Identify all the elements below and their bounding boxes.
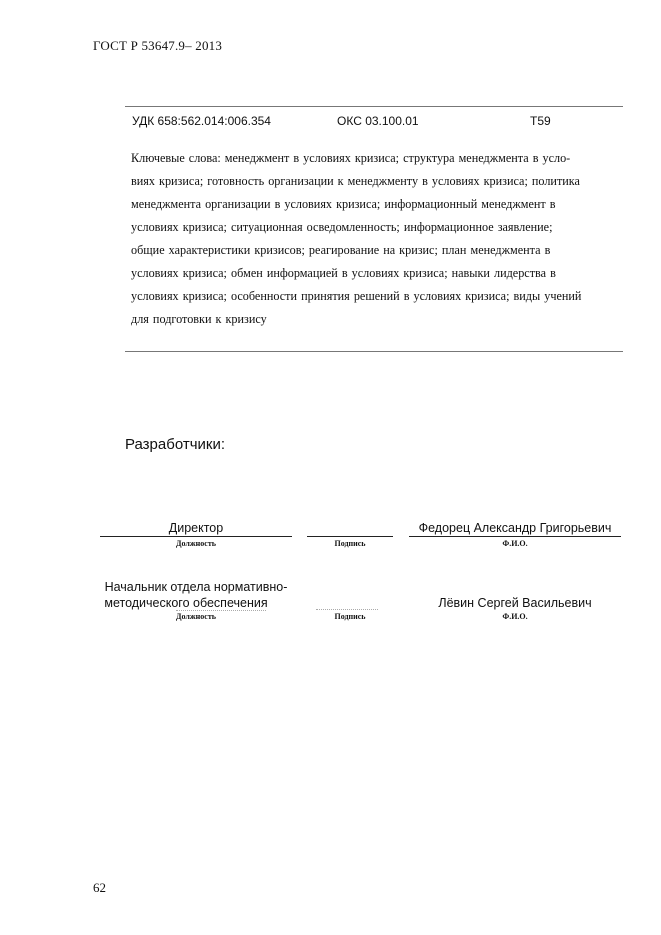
keywords-line: менеджмента организации в условиях кризиса; информационный менеджмент в xyxy=(131,197,556,211)
developer-2-position-line1: Начальник отдела нормативно- xyxy=(104,580,288,594)
page-number: 62 xyxy=(93,880,106,895)
position-caption: Должность xyxy=(175,539,216,548)
position-line xyxy=(176,610,266,611)
oks-code: ОКС 03.100.01 xyxy=(337,114,419,128)
signature-caption: Подпись xyxy=(334,539,366,548)
signature-caption: Подпись xyxy=(334,612,366,621)
document-header-title: ГОСТ Р 53647.9– 2013 xyxy=(93,38,223,53)
position-line xyxy=(100,536,292,537)
name-caption: Ф.И.О. xyxy=(502,539,528,548)
developer-1-position: Директор xyxy=(168,521,224,535)
keywords-line: виях кризиса; готовность организации к менеджменту в условиях кризиса; политика xyxy=(131,174,580,188)
keywords-line: условиях кризиса; обмен информацией в условиях кризиса; навыки лидерства в xyxy=(131,266,556,280)
keywords-line: Ключевые слова: менеджмент в условиях кризиса; структура менеджмента в усло- xyxy=(131,151,571,165)
keywords-line: для подготовки к кризису xyxy=(131,312,267,326)
developers-heading: Разработчики: xyxy=(125,436,226,453)
udk-code: УДК 658:562.014:006.354 xyxy=(132,114,271,128)
keywords-line: условиях кризиса; особенности принятия решений в условиях кризиса; виды учений xyxy=(131,289,582,303)
classification-code: Т59 xyxy=(530,114,551,128)
developer-2-position-line2: методического обеспечения xyxy=(104,596,268,610)
developer-2-name: Лёвин Сергей Васильевич xyxy=(438,596,592,610)
position-caption: Должность xyxy=(175,612,216,621)
signature-line xyxy=(307,536,393,537)
keywords-block xyxy=(131,147,619,331)
signature-line xyxy=(316,609,378,610)
name-line xyxy=(409,536,621,537)
bottom-rule xyxy=(125,351,623,352)
name-caption: Ф.И.О. xyxy=(502,612,528,621)
developer-1-name: Федорец Александр Григорьевич xyxy=(418,521,612,535)
keywords-line: общие характеристики кризисов; реагирование на кризис; план менеджмента в xyxy=(131,243,551,257)
top-rule xyxy=(125,106,623,107)
keywords-line: условиях кризиса; ситуационная осведомленность; информационное заявление; xyxy=(131,220,553,234)
